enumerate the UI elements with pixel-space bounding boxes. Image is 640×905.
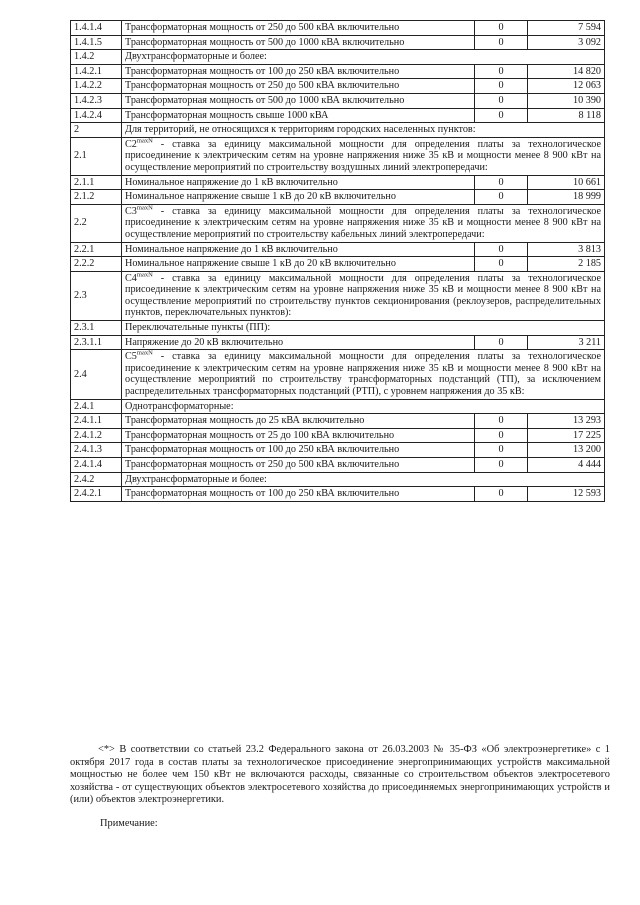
row-rate-value: 18 999 xyxy=(528,190,605,205)
row-description: Трансформаторная мощность от 100 до 250 кВА включительно xyxy=(122,64,475,79)
row-number: 2.4.1.3 xyxy=(71,443,122,458)
rate-symbol-superscript: maxN xyxy=(136,204,153,212)
row-description: Для территорий, не относящихся к территориям городских населенных пунктов: xyxy=(122,123,605,138)
row-number: 1.4.2.3 xyxy=(71,93,122,108)
table-row xyxy=(71,35,605,50)
row-rate-value: 4 444 xyxy=(528,458,605,473)
row-number: 2.1.1 xyxy=(71,175,122,190)
rate-description: - ставка за единицу максимальной мощности для определения платы за технологическое присоединение к электрическим сетям на уровне напряжения ниже 35 кВ и мощности менее 8 900 кВт на осуществление мероприятий по строительству пунктов секционирования (реклоузеров, распределительных пунктов, переключательных пунктов): xyxy=(125,272,601,319)
rate-symbol: C4 xyxy=(125,272,137,284)
row-description xyxy=(122,137,605,175)
rate-description: - ставка за единицу максимальной мощности для определения платы за технологическое присоединение к электрическим сетям на уровне напряжения ниже 35 кВ и мощности менее 8 900 кВт на осуществление мероприятий по строительству трансформаторных подстанций (ТП), за исключением распределительных трансформаторных подстанций (РТП), с уровнем напряжения до 35 кВ: xyxy=(125,351,601,398)
row-description xyxy=(122,350,605,399)
row-zero-value: 0 xyxy=(475,257,528,272)
table-row xyxy=(71,21,605,36)
row-zero-value: 0 xyxy=(475,443,528,458)
section-row xyxy=(71,137,605,175)
row-description: Номинальное напряжение до 1 кВ включительно xyxy=(122,242,475,257)
row-description: Однотрансформаторные: xyxy=(122,399,605,414)
row-description: Трансформаторная мощность свыше 1000 кВА xyxy=(122,108,475,123)
note-label: Примечание: xyxy=(100,818,158,829)
row-number: 2.4.2 xyxy=(71,472,122,487)
row-number: 1.4.1.4 xyxy=(71,21,122,36)
row-number: 2.2 xyxy=(71,204,122,242)
row-description: Трансформаторная мощность от 250 до 500 кВА включительно xyxy=(122,79,475,94)
row-number: 2.1.2 xyxy=(71,190,122,205)
row-rate-value: 3 211 xyxy=(528,335,605,350)
row-zero-value: 0 xyxy=(475,487,528,502)
row-rate-value: 12 593 xyxy=(528,487,605,502)
row-number: 2.3.1 xyxy=(71,321,122,336)
row-number: 1.4.2 xyxy=(71,50,122,65)
row-description: Номинальное напряжение до 1 кВ включительно xyxy=(122,175,475,190)
row-description: Трансформаторная мощность от 100 до 250 кВА включительно xyxy=(122,487,475,502)
row-description: Номинальное напряжение свыше 1 кВ до 20 кВ включительно xyxy=(122,257,475,272)
row-zero-value: 0 xyxy=(475,190,528,205)
table-row xyxy=(71,487,605,502)
table-row xyxy=(71,108,605,123)
row-description: Трансформаторная мощность от 250 до 500 кВА включительно xyxy=(122,21,475,36)
table-row xyxy=(71,257,605,272)
row-zero-value: 0 xyxy=(475,458,528,473)
section-row xyxy=(71,50,605,65)
row-number: 2.4.1 xyxy=(71,399,122,414)
row-zero-value: 0 xyxy=(475,35,528,50)
row-rate-value: 13 293 xyxy=(528,414,605,429)
row-zero-value: 0 xyxy=(475,175,528,190)
table-row xyxy=(71,335,605,350)
row-zero-value: 0 xyxy=(475,93,528,108)
table-row xyxy=(71,242,605,257)
table-row xyxy=(71,93,605,108)
section-row xyxy=(71,204,605,242)
section-row xyxy=(71,321,605,336)
row-number: 2.2.1 xyxy=(71,242,122,257)
table-row xyxy=(71,458,605,473)
row-rate-value: 7 594 xyxy=(528,21,605,36)
table-row xyxy=(71,79,605,94)
table-row xyxy=(71,175,605,190)
row-number: 1.4.2.4 xyxy=(71,108,122,123)
row-zero-value: 0 xyxy=(475,64,528,79)
row-description: Трансформаторная мощность от 500 до 1000 кВА включительно xyxy=(122,93,475,108)
row-number: 1.4.1.5 xyxy=(71,35,122,50)
row-rate-value: 3 813 xyxy=(528,242,605,257)
section-row xyxy=(71,472,605,487)
row-description xyxy=(122,204,605,242)
table-row xyxy=(71,190,605,205)
row-number: 2.4.1.4 xyxy=(71,458,122,473)
row-description: Трансформаторная мощность от 500 до 1000 кВА включительно xyxy=(122,35,475,50)
row-zero-value: 0 xyxy=(475,108,528,123)
section-row xyxy=(71,399,605,414)
row-rate-value: 14 820 xyxy=(528,64,605,79)
row-number: 2.3 xyxy=(71,271,122,320)
row-description: Напряжение до 20 кВ включительно xyxy=(122,335,475,350)
row-description: Номинальное напряжение свыше 1 кВ до 20 кВ включительно xyxy=(122,190,475,205)
footnote: <*> В соответствии со статьей 23.2 Федерального закона от 26.03.2003 № 35-ФЗ «Об электроэнергетике» с 1 октября 2017 года в состав платы за технологическое присоединение энергопринимающих устройств максимальной мощностью не более чем 150 кВт не включаются расходы, связанные со строительством объектов электросетевого хозяйства - от существующих объектов электросетевого хозяйства до присоединяемых энергопринимающих устройств и (или) объектов электроэнергетики. xyxy=(70,744,610,806)
table-row xyxy=(71,414,605,429)
row-rate-value: 2 185 xyxy=(528,257,605,272)
rate-description: - ставка за единицу максимальной мощности для определения платы за технологическое присоединение к электрическим сетям на уровне напряжения ниже 35 кВ и мощности менее 8 900 кВт на осуществление мероприятий по строительству кабельных линий электропередачи: xyxy=(125,205,601,240)
row-zero-value: 0 xyxy=(475,242,528,257)
rate-symbol-superscript: maxN xyxy=(136,137,153,145)
row-number: 2.2.2 xyxy=(71,257,122,272)
row-description: Трансформаторная мощность до 25 кВА включительно xyxy=(122,414,475,429)
row-zero-value: 0 xyxy=(475,79,528,94)
rate-symbol-superscript: maxN xyxy=(136,271,153,279)
rate-symbol: C3 xyxy=(125,205,137,217)
table-row xyxy=(71,428,605,443)
rate-symbol: C5 xyxy=(125,351,137,363)
row-number: 1.4.2.2 xyxy=(71,79,122,94)
row-description: Трансформаторная мощность от 100 до 250 кВА включительно xyxy=(122,443,475,458)
row-description: Двухтрансформаторные и более: xyxy=(122,472,605,487)
tariff-table-body xyxy=(71,21,605,502)
row-number: 2.4.2.1 xyxy=(71,487,122,502)
row-zero-value: 0 xyxy=(475,335,528,350)
row-description: Трансформаторная мощность от 25 до 100 кВА включительно xyxy=(122,428,475,443)
row-description: Переключательные пункты (ПП): xyxy=(122,321,605,336)
row-number: 2.1 xyxy=(71,137,122,175)
table-row xyxy=(71,443,605,458)
row-rate-value: 10 661 xyxy=(528,175,605,190)
row-zero-value: 0 xyxy=(475,21,528,36)
table-row xyxy=(71,64,605,79)
row-rate-value: 17 225 xyxy=(528,428,605,443)
row-number: 2.3.1.1 xyxy=(71,335,122,350)
row-rate-value: 13 200 xyxy=(528,443,605,458)
row-description xyxy=(122,271,605,320)
section-row xyxy=(71,350,605,399)
rate-description: - ставка за единицу максимальной мощности для определения платы за технологическое присоединение к электрическим сетям на уровне напряжения ниже 35 кВ и мощности менее 8 900 кВт на осуществление мероприятий по строительству воздушных линий электропередачи: xyxy=(125,138,601,173)
row-rate-value: 3 092 xyxy=(528,35,605,50)
row-zero-value: 0 xyxy=(475,414,528,429)
row-rate-value: 10 390 xyxy=(528,93,605,108)
row-number: 1.4.2.1 xyxy=(71,64,122,79)
row-number: 2.4 xyxy=(71,350,122,399)
row-description: Трансформаторная мощность от 250 до 500 кВА включительно xyxy=(122,458,475,473)
tariff-table xyxy=(70,20,605,502)
row-number: 2.4.1.2 xyxy=(71,428,122,443)
row-number: 2 xyxy=(71,123,122,138)
row-rate-value: 8 118 xyxy=(528,108,605,123)
row-number: 2.4.1.1 xyxy=(71,414,122,429)
rate-symbol-superscript: maxN xyxy=(136,349,153,357)
row-description: Двухтрансформаторные и более: xyxy=(122,50,605,65)
rate-symbol: C2 xyxy=(125,138,137,150)
section-row xyxy=(71,271,605,320)
row-zero-value: 0 xyxy=(475,428,528,443)
section-row xyxy=(71,123,605,138)
row-rate-value: 12 063 xyxy=(528,79,605,94)
